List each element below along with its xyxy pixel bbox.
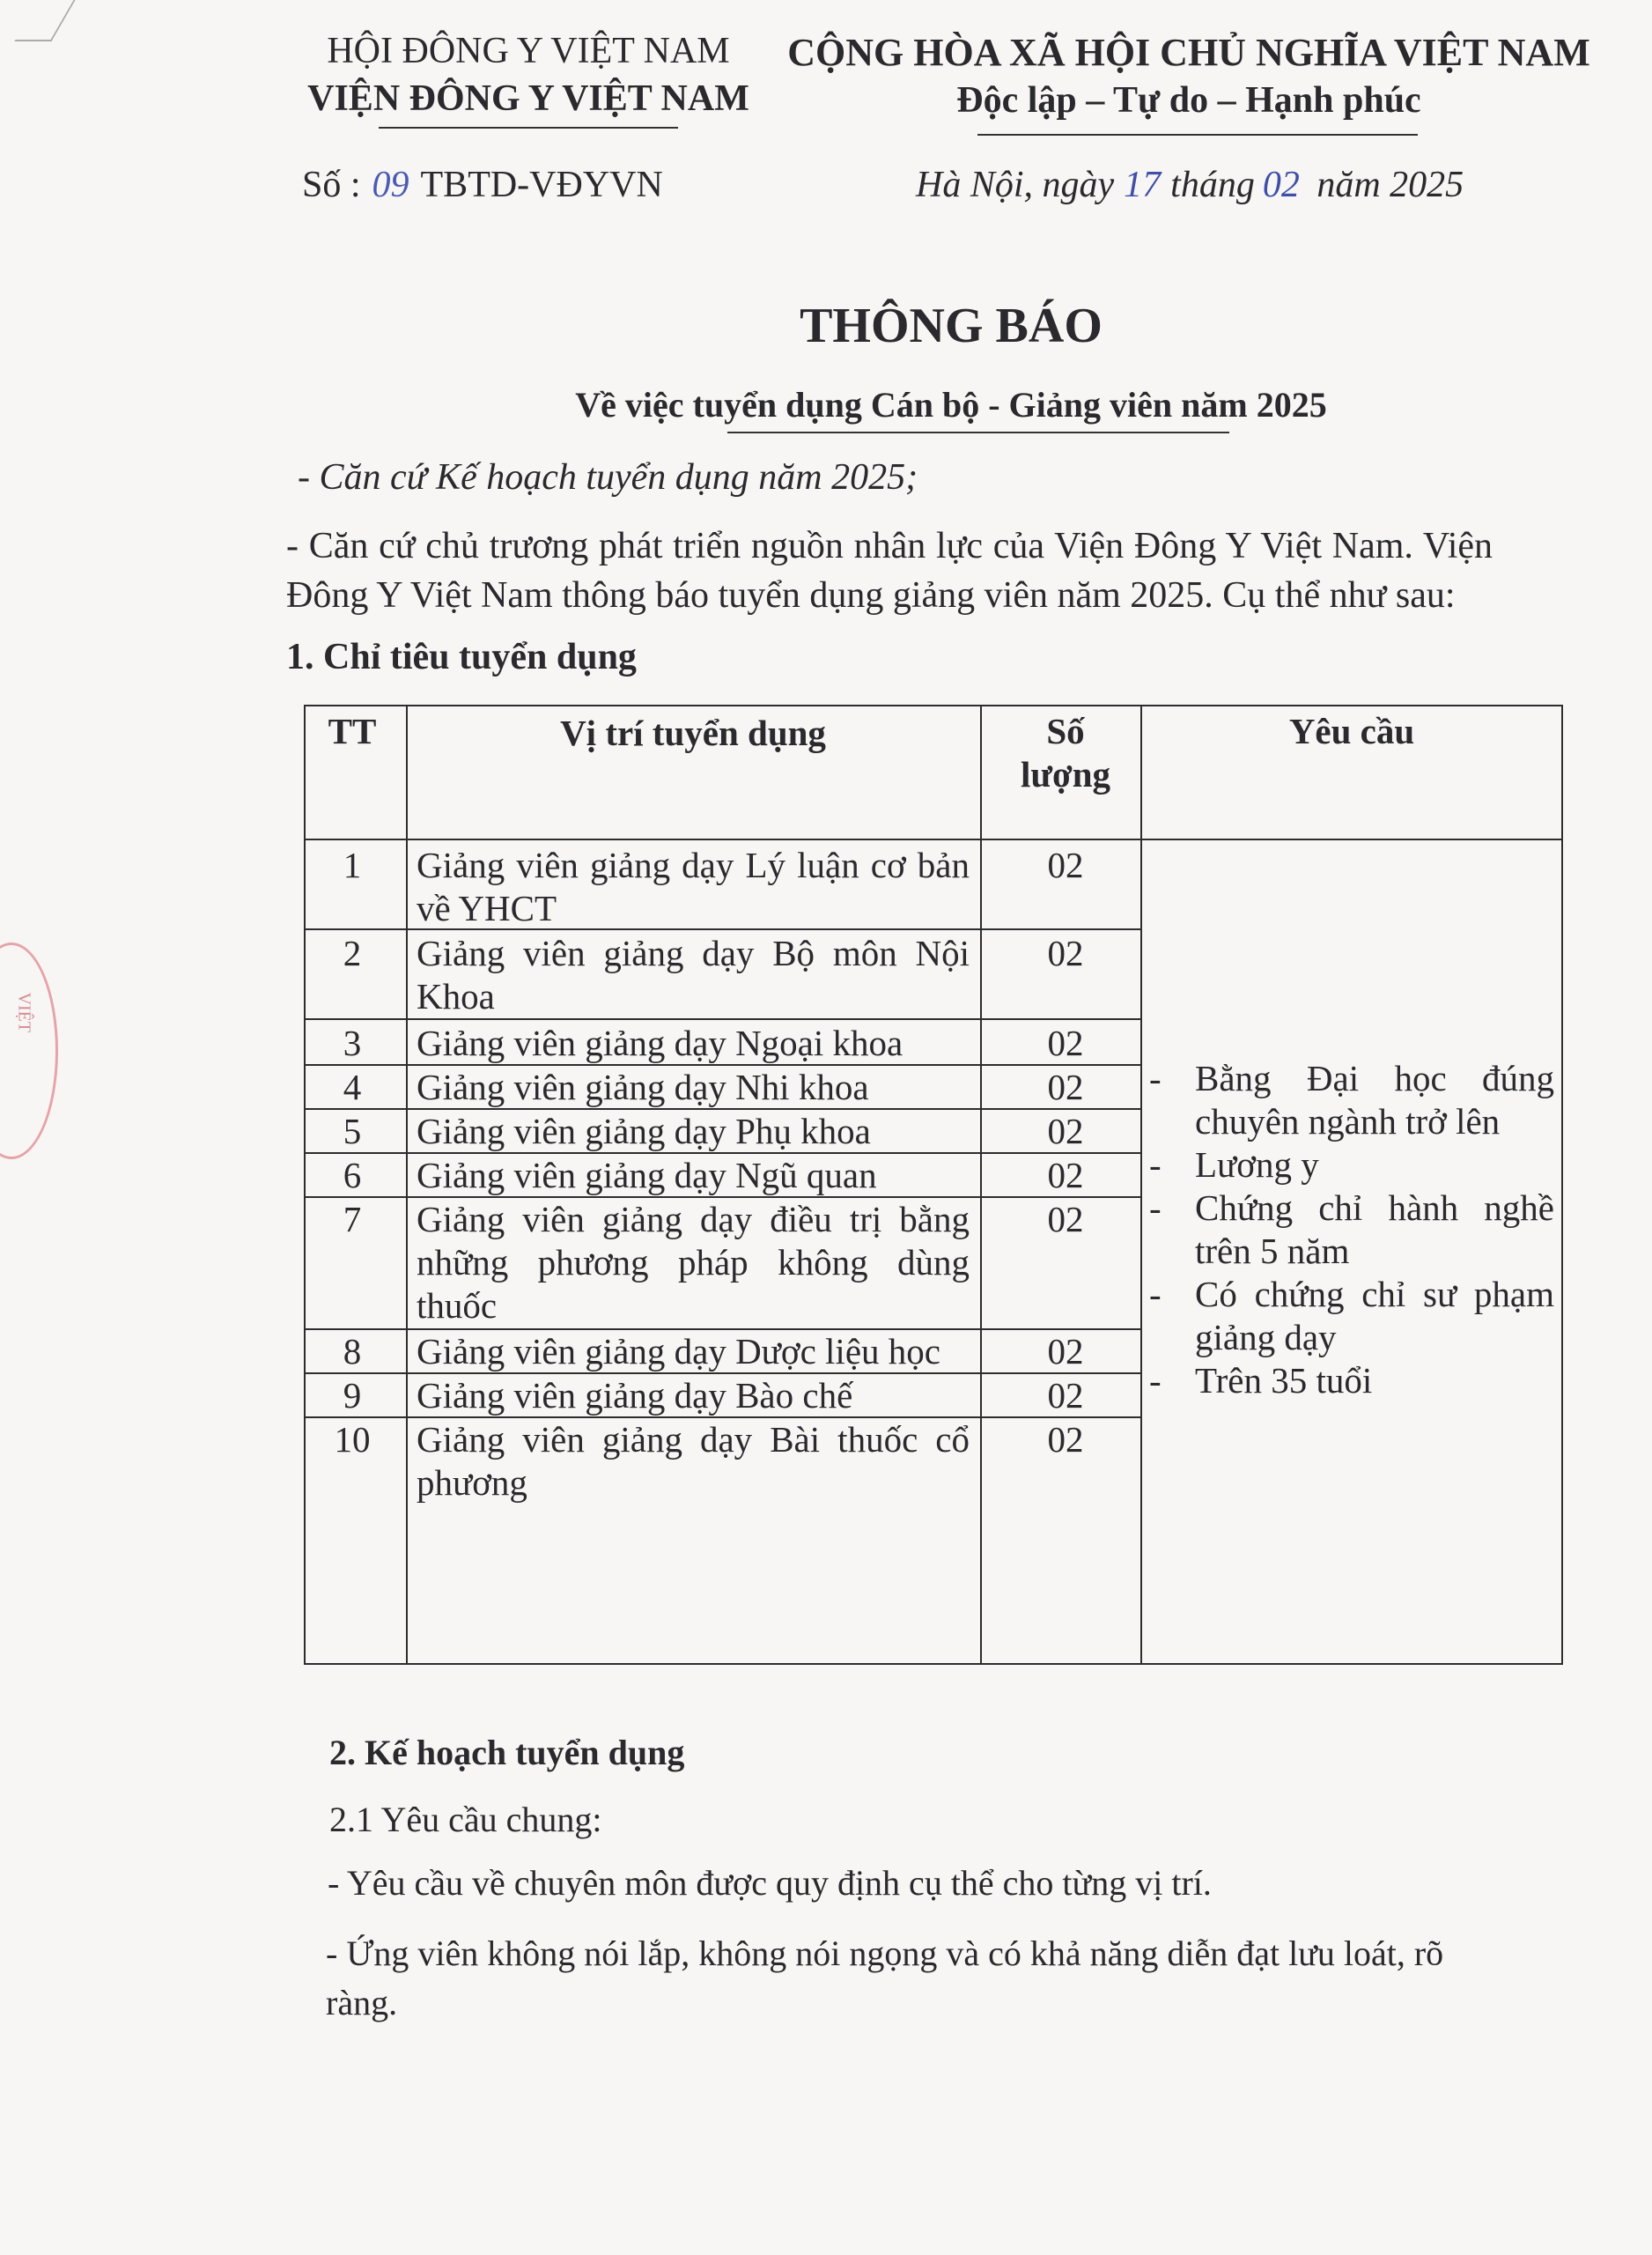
date-month-handwritten: 02: [1262, 165, 1300, 205]
row-6-tt: 6: [343, 1155, 362, 1195]
doc-no-handwritten: 09: [372, 165, 409, 205]
date-day-handwritten: 17: [1124, 165, 1162, 205]
requirement-item: - Có chứng chỉ sư phạm giảng dạy: [1149, 1274, 1554, 1357]
row-9-position: Giảng viên giảng dạy Bào chế: [417, 1375, 853, 1416]
basis-paragraph-1: - Căn cứ Kế hoạch tuyển dụng năm 2025;: [298, 457, 918, 498]
document-title: THÔNG BÁO: [800, 299, 1103, 353]
row-9-tt: 9: [343, 1375, 362, 1416]
row-9-qty: 02: [1047, 1375, 1084, 1416]
row-2-position: Giảng viên giảng dạy Bộ môn Nội Khoa: [417, 933, 970, 1017]
row-6-qty: 02: [1047, 1155, 1084, 1195]
row-8-position: Giảng viên giảng dạy Dược liệu học: [417, 1331, 940, 1371]
row-1-tt: 1: [343, 845, 362, 885]
requirement-item: - Chứng chỉ hành nghề trên 5 năm: [1149, 1187, 1554, 1271]
header-requirements: Yêu cầu: [1288, 711, 1415, 751]
row-3-qty: 02: [1047, 1023, 1084, 1063]
row-8-qty: 02: [1047, 1331, 1084, 1371]
row-7-tt: 7: [343, 1199, 362, 1239]
row-4-qty: 02: [1047, 1067, 1084, 1107]
org-underline: [379, 127, 678, 129]
date-year: năm 2025: [1316, 165, 1464, 205]
document-subtitle: Về việc tuyển dụng Cán bộ - Giảng viên năm 2025: [575, 385, 1327, 425]
stamp-text: VIỆT: [14, 992, 34, 1033]
requirement-item: - Trên 35 tuổi: [1149, 1360, 1373, 1401]
row-6-position: Giảng viên giảng dạy Ngũ quan: [417, 1155, 877, 1195]
document-date: [916, 164, 1464, 206]
subtitle-underline: [727, 432, 1229, 433]
row-10-position: Giảng viên giảng dạy Bài thuốc cổ phương: [417, 1419, 970, 1503]
row-5-qty: 02: [1047, 1111, 1084, 1151]
row-4-position: Giảng viên giảng dạy Nhi khoa: [417, 1067, 869, 1107]
requirement-item: - Lương y: [1149, 1144, 1319, 1185]
basis-paragraph-2: - Căn cứ chủ trương phát triển nguồn nhân lực của Viện Đông Y Việt Nam. Viện Đông Y Việt Nam thông báo tuyển dụng giảng viên năm 2025. Cụ thể như sau:: [286, 526, 1493, 616]
header-tt: TT: [328, 711, 377, 751]
doc-no-code: TBTD-VĐYVN: [420, 165, 663, 205]
requirements-list: [1149, 1057, 1554, 1402]
requirement-item: - Bằng Đại học đúng chuyên ngành trở lên: [1149, 1058, 1554, 1142]
document-number: [302, 164, 663, 206]
org-parent: HỘI ĐÔNG Y VIỆT NAM: [327, 31, 730, 71]
doc-no-label: Số :: [302, 165, 361, 205]
header-position: Vị trí tuyển dụng: [560, 713, 826, 753]
check-mark-icon: [14, 0, 75, 41]
row-2-qty: 02: [1047, 933, 1084, 973]
section-2-1-heading: 2.1 Yêu cầu chung:: [329, 1800, 602, 1839]
section-1-heading: 1. Chỉ tiêu tuyển dụng: [286, 637, 637, 677]
motto-underline: [977, 134, 1418, 136]
row-3-position: Giảng viên giảng dạy Ngoại khoa: [417, 1023, 903, 1063]
org-name: VIỆN ĐÔNG Y VIỆT NAM: [307, 78, 749, 119]
date-prefix: Hà Nội, ngày: [916, 165, 1115, 205]
recruitment-table: [304, 705, 1563, 1665]
country-name: CỘNG HÒA XÃ HỘI CHỦ NGHĨA VIỆT NAM: [787, 31, 1590, 74]
row-10-tt: 10: [334, 1419, 371, 1460]
general-requirement-1: - Yêu cầu về chuyên môn được quy định cụ thể cho từng vị trí.: [328, 1863, 1212, 1903]
row-10-qty: 02: [1047, 1419, 1084, 1460]
header-quantity: Số lượng: [1021, 711, 1110, 795]
row-3-tt: 3: [343, 1023, 362, 1063]
section-2-heading: 2. Kế hoạch tuyển dụng: [329, 1733, 685, 1772]
row-8-tt: 8: [343, 1331, 362, 1371]
motto: Độc lập – Tự do – Hạnh phúc: [956, 80, 1421, 121]
row-1-position: Giảng viên giảng dạy Lý luận cơ bản về YHCT: [417, 845, 970, 928]
row-2-tt: 2: [343, 933, 362, 973]
date-month-label: tháng: [1170, 165, 1255, 205]
row-5-position: Giảng viên giảng dạy Phụ khoa: [417, 1111, 871, 1151]
red-stamp-seal: [0, 943, 58, 1159]
row-4-tt: 4: [343, 1067, 362, 1107]
row-7-position: Giảng viên giảng dạy điều trị bằng những phương pháp không dùng thuốc: [417, 1199, 970, 1326]
general-requirement-2: - Ứng viên không nói lắp, không nói ngọng và có khả năng diễn đạt lưu loát, rõ ràng.: [326, 1933, 1444, 2022]
row-7-qty: 02: [1047, 1199, 1084, 1239]
row-1-qty: 02: [1047, 845, 1084, 885]
row-5-tt: 5: [343, 1111, 362, 1151]
